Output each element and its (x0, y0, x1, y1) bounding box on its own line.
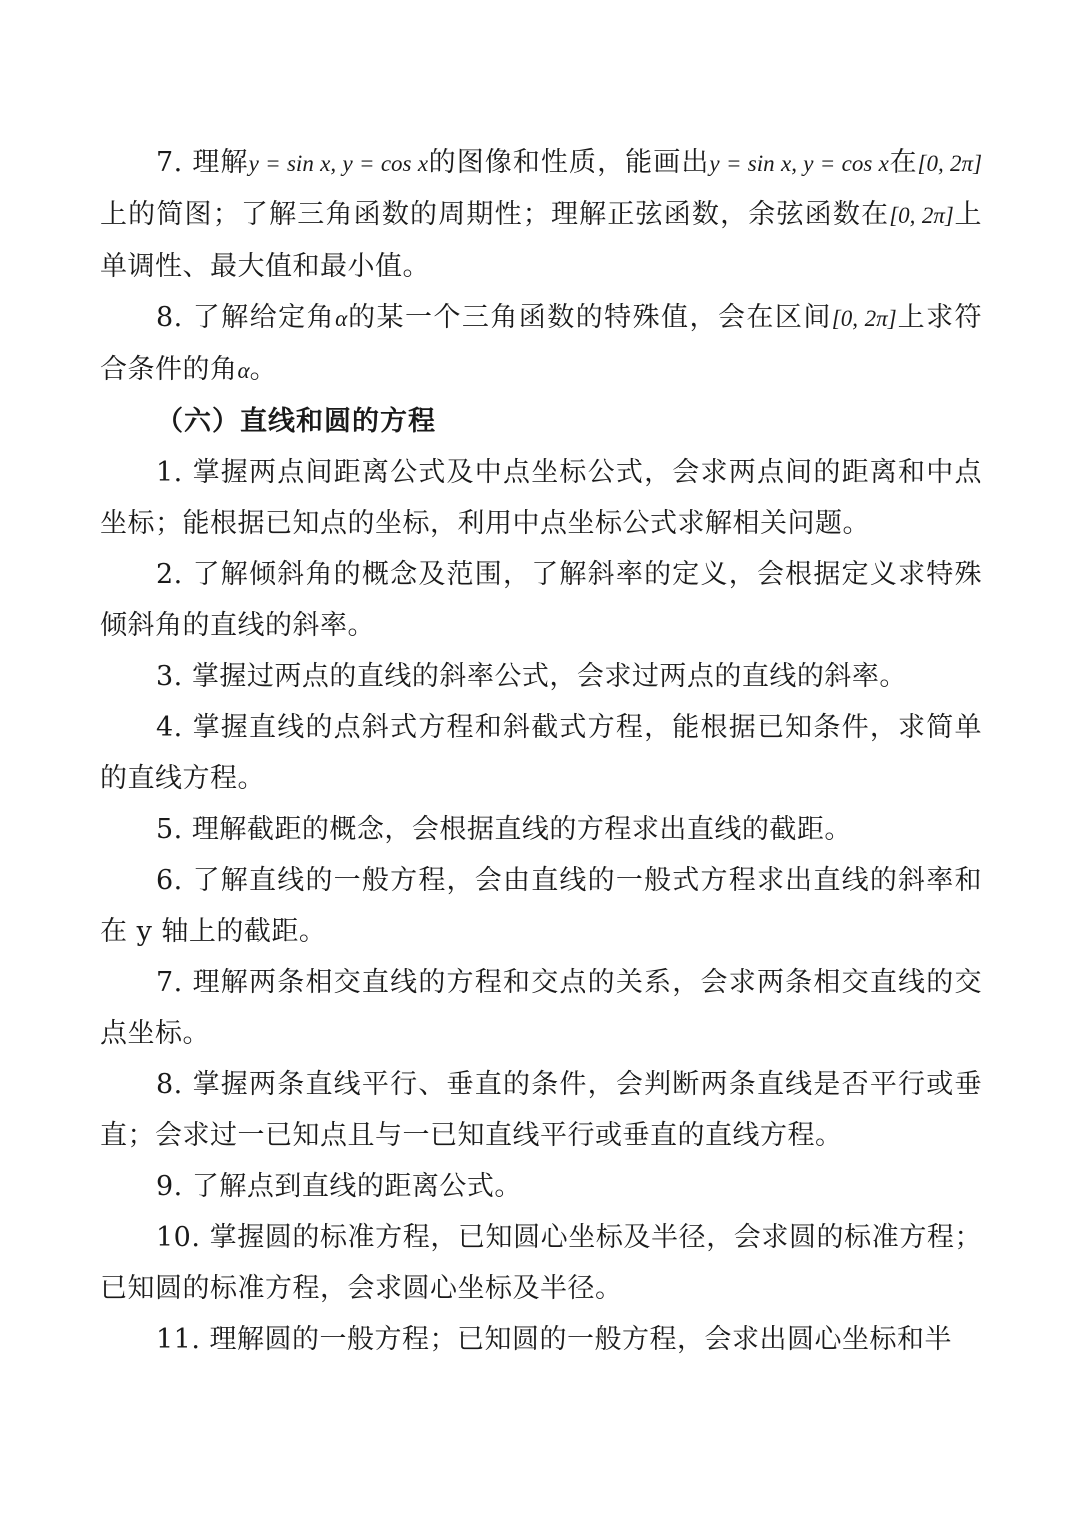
section-heading: （六）直线和圆的方程 (156, 406, 436, 437)
math-expression: α (335, 306, 348, 331)
paragraph (100, 804, 982, 855)
paragraph-text: 。 (249, 354, 278, 385)
paragraph (100, 1161, 982, 1212)
paragraph-text: 5. 理解截距的概念，会根据直线的方程求出直线的截距。 (156, 814, 852, 845)
paragraph-text: 11. 理解圆的一般方程；已知圆的一般方程，会求出圆心坐标和半 (156, 1324, 953, 1355)
paragraph-text: 3. 掌握过两点的直线的斜率公式，会求过两点的直线的斜率。 (156, 661, 907, 692)
paragraph-text: 1. 掌握两点间距离公式及中点坐标公式，会求两点间的距离和中点坐标；能根据已知点的坐标，利用中点坐标公式求解相关问题。 (100, 457, 982, 539)
document-page (100, 137, 982, 1365)
paragraph-text: 10. 掌握圆的标准方程，已知圆心坐标及半径，会求圆的标准方程；已知圆的标准方程，会求圆心坐标及半径。 (100, 1222, 982, 1304)
paragraph (100, 957, 982, 1059)
math-expression: y = sin x, y = cos x (709, 151, 889, 176)
paragraph-text: 8. 了解给定角 (156, 302, 336, 333)
paragraph-text: 6. 了解直线的一般方程，会由直线的一般式方程求出直线的斜率和在 y 轴上的截距。 (100, 865, 982, 947)
paragraph-text: 的某一个三角函数的特殊值，会在区间 (347, 302, 832, 333)
paragraph (100, 1059, 982, 1161)
paragraph (100, 447, 982, 549)
math-expression: y = sin x, y = cos x (248, 151, 429, 176)
paragraph-text: 7. 理解 (156, 147, 249, 178)
math-expression: [0, 2π] (917, 151, 983, 176)
paragraph-text: 上的简图；了解三角函数的周期性；理解正弦函数，余弦函数在 (100, 199, 890, 230)
paragraph-text: 2. 了解倾斜角的概念及范围，了解斜率的定义，会根据定义求特殊倾斜角的直线的斜率。 (100, 559, 982, 641)
paragraph-text: 的图像和性质，能画出 (428, 147, 710, 178)
paragraph (100, 855, 982, 957)
math-expression: [0, 2π] (831, 306, 897, 331)
paragraph (100, 292, 982, 396)
paragraph (100, 549, 982, 651)
math-expression: α (237, 358, 250, 383)
paragraph-text: 8. 掌握两条直线平行、垂直的条件，会判断两条直线是否平行或垂直；会求过一已知点且与一已知直线平行或垂直的直线方程。 (100, 1069, 982, 1151)
paragraph-text: 上求符合条件的角 (100, 302, 983, 385)
paragraph-text: 在 (888, 147, 918, 178)
paragraph (100, 702, 982, 804)
paragraph (100, 137, 982, 292)
paragraph-text: 上单调性、最大值和最小值。 (100, 199, 982, 282)
math-expression: [0, 2π] (889, 203, 954, 228)
paragraph (100, 1212, 982, 1314)
paragraph (100, 1314, 982, 1365)
paragraph-text: 7. 理解两条相交直线的方程和交点的关系，会求两条相交直线的交点坐标。 (100, 967, 982, 1049)
paragraph-text: 9. 了解点到直线的距离公式。 (156, 1171, 522, 1202)
paragraph-text: 4. 掌握直线的点斜式方程和斜截式方程，能根据已知条件，求简单的直线方程。 (100, 712, 982, 794)
paragraph (100, 651, 982, 702)
